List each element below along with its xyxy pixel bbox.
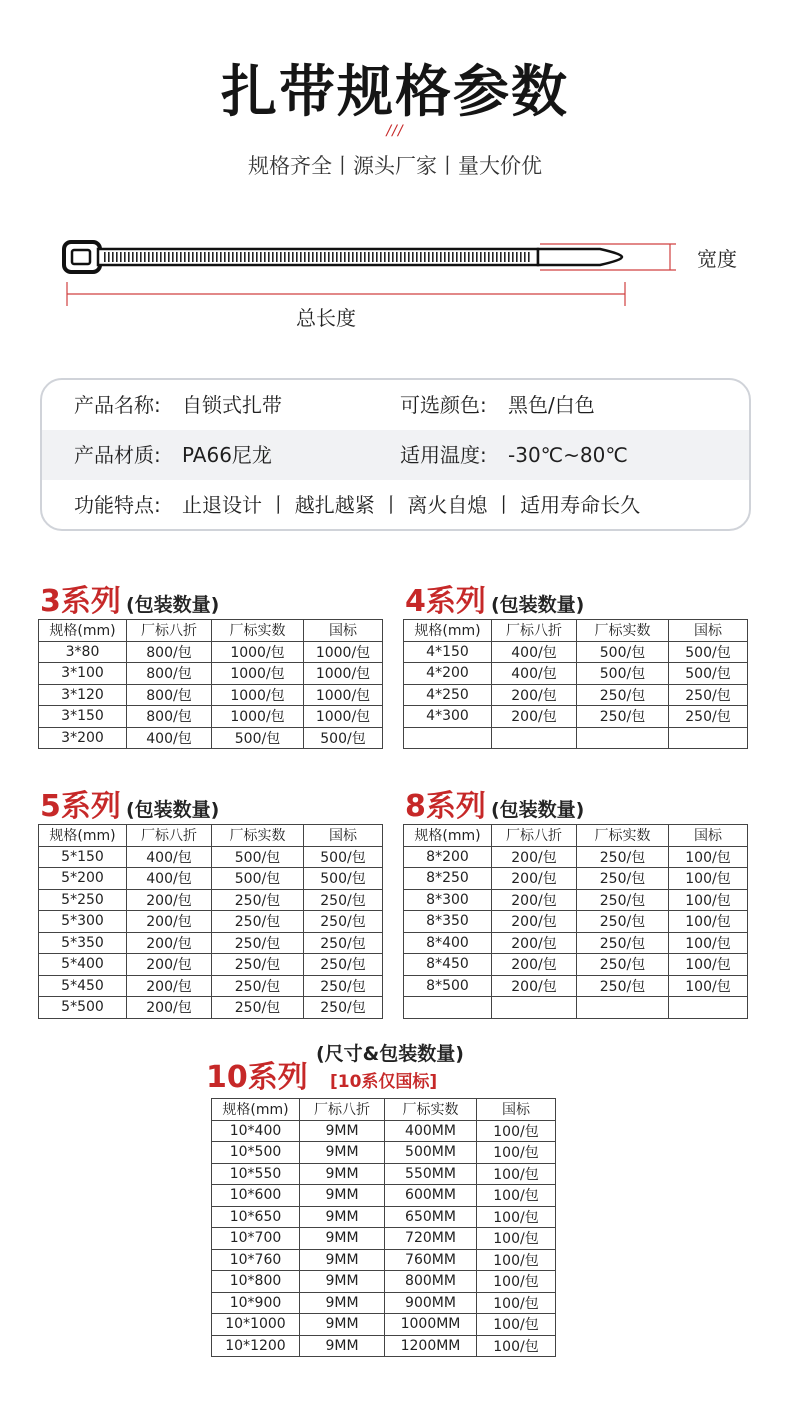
table-cell: 100/包 bbox=[669, 975, 748, 997]
table-cell: 100/包 bbox=[477, 1185, 556, 1207]
column-header: 国标 bbox=[477, 1099, 556, 1121]
table-cell bbox=[404, 727, 492, 749]
table-cell: 5*250 bbox=[39, 889, 127, 911]
table-cell: 10*1200 bbox=[212, 1335, 300, 1357]
table-cell: 200/包 bbox=[127, 975, 212, 997]
table-cell: 200/包 bbox=[127, 997, 212, 1019]
table-cell: 9MM bbox=[300, 1185, 385, 1207]
table-row bbox=[39, 846, 383, 868]
table-row bbox=[212, 1185, 556, 1207]
table-cell: 200/包 bbox=[492, 684, 577, 706]
table-cell: 500/包 bbox=[212, 868, 304, 890]
column-header: 国标 bbox=[304, 825, 383, 847]
series8-heading bbox=[405, 781, 584, 825]
series5-heading bbox=[40, 781, 219, 825]
table-cell: 800MM bbox=[385, 1271, 477, 1293]
table-cell: 4*250 bbox=[404, 684, 492, 706]
table-cell: 250/包 bbox=[212, 911, 304, 933]
table-row bbox=[39, 997, 383, 1019]
column-header: 厂标实数 bbox=[385, 1099, 477, 1121]
table-row bbox=[404, 846, 748, 868]
table-cell: 250/包 bbox=[304, 954, 383, 976]
column-header: 规格(mm) bbox=[39, 825, 127, 847]
table-cell: 250/包 bbox=[669, 706, 748, 728]
table-cell: 100/包 bbox=[669, 954, 748, 976]
table-cell: 200/包 bbox=[492, 975, 577, 997]
width-label: 宽度 bbox=[697, 247, 737, 271]
column-header: 规格(mm) bbox=[212, 1099, 300, 1121]
table-cell: 400/包 bbox=[127, 727, 212, 749]
table-cell: 500/包 bbox=[577, 641, 669, 663]
table-cell: 9MM bbox=[300, 1142, 385, 1164]
spec-row-name-color bbox=[42, 380, 749, 430]
table-cell: 250/包 bbox=[577, 911, 669, 933]
table-cell: 250/包 bbox=[577, 706, 669, 728]
table-cell: 1000/包 bbox=[212, 684, 304, 706]
table-cell: 9MM bbox=[300, 1120, 385, 1142]
series10-table bbox=[211, 1098, 556, 1357]
table-row bbox=[404, 868, 748, 890]
table-cell: 250/包 bbox=[212, 997, 304, 1019]
table-cell: 100/包 bbox=[477, 1142, 556, 1164]
table-cell: 8*400 bbox=[404, 932, 492, 954]
table-cell: 9MM bbox=[300, 1206, 385, 1228]
table-cell: 200/包 bbox=[492, 706, 577, 728]
table-cell: 500/包 bbox=[304, 727, 383, 749]
table-cell: 500MM bbox=[385, 1142, 477, 1164]
length-label: 总长度 bbox=[296, 306, 356, 330]
table-cell: 10*500 bbox=[212, 1142, 300, 1164]
table-cell: 650MM bbox=[385, 1206, 477, 1228]
table-cell: 100/包 bbox=[669, 889, 748, 911]
table-cell: 9MM bbox=[300, 1163, 385, 1185]
table-cell: 5*350 bbox=[39, 932, 127, 954]
table-cell: 400/包 bbox=[492, 663, 577, 685]
table-row bbox=[212, 1120, 556, 1142]
table-row bbox=[212, 1292, 556, 1314]
table-cell: 9MM bbox=[300, 1335, 385, 1357]
table-row bbox=[39, 868, 383, 890]
table-cell: 100/包 bbox=[477, 1335, 556, 1357]
table-row bbox=[39, 641, 383, 663]
table-cell: 8*350 bbox=[404, 911, 492, 933]
product-name-label: 产品名称: bbox=[74, 393, 161, 417]
column-header: 厂标实数 bbox=[577, 620, 669, 642]
table-cell: 200/包 bbox=[127, 889, 212, 911]
table-cell: 1000/包 bbox=[212, 706, 304, 728]
table-cell: 200/包 bbox=[492, 868, 577, 890]
series8-title: 8系列 bbox=[405, 789, 486, 824]
spec-row-material-temp bbox=[42, 430, 749, 480]
table-row bbox=[404, 954, 748, 976]
table-cell: 600MM bbox=[385, 1185, 477, 1207]
table-cell: 10*550 bbox=[212, 1163, 300, 1185]
table-cell: 1000/包 bbox=[304, 684, 383, 706]
series4-heading bbox=[405, 576, 584, 620]
features-value: 止退设计 丨 越扎越紧 丨 离火自熄 丨 适用寿命长久 bbox=[182, 493, 641, 517]
table-header-row bbox=[39, 825, 383, 847]
features-label: 功能特点: bbox=[74, 493, 161, 517]
column-header: 厂标八折 bbox=[127, 620, 212, 642]
table-cell bbox=[492, 997, 577, 1019]
table-row bbox=[404, 889, 748, 911]
table-cell: 10*800 bbox=[212, 1271, 300, 1293]
column-header: 国标 bbox=[669, 825, 748, 847]
material-label: 产品材质: bbox=[74, 443, 161, 467]
table-row bbox=[39, 975, 383, 997]
column-header: 厂标实数 bbox=[212, 620, 304, 642]
table-cell: 800/包 bbox=[127, 663, 212, 685]
series4-title: 4系列 bbox=[405, 584, 486, 619]
series10-note-wrap bbox=[330, 1067, 437, 1092]
table-cell: 8*300 bbox=[404, 889, 492, 911]
series10-note: [10系仅国标] bbox=[330, 1072, 438, 1092]
series5-subtitle: (包装数量) bbox=[125, 799, 220, 821]
table-row bbox=[212, 1142, 556, 1164]
page-title: 扎带规格参数 bbox=[221, 60, 569, 125]
table-cell: 100/包 bbox=[477, 1120, 556, 1142]
product-specs-panel bbox=[40, 378, 751, 531]
table-cell: 400/包 bbox=[127, 868, 212, 890]
table-cell: 250/包 bbox=[577, 932, 669, 954]
series3-heading bbox=[40, 576, 219, 620]
table-cell: 800/包 bbox=[127, 706, 212, 728]
series4-subtitle: (包装数量) bbox=[490, 594, 585, 616]
table-cell: 1000MM bbox=[385, 1314, 477, 1336]
series5-title: 5系列 bbox=[40, 789, 121, 824]
table-cell: 800/包 bbox=[127, 641, 212, 663]
table-cell: 250/包 bbox=[304, 889, 383, 911]
temperature-label: 适用温度: bbox=[400, 443, 487, 467]
table-cell: 10*600 bbox=[212, 1185, 300, 1207]
table-cell: 10*900 bbox=[212, 1292, 300, 1314]
table-cell: 200/包 bbox=[127, 954, 212, 976]
table-cell: 250/包 bbox=[212, 932, 304, 954]
table-cell: 1000/包 bbox=[304, 663, 383, 685]
series4-table bbox=[403, 619, 748, 749]
decorative-slash-mark: /// bbox=[386, 123, 404, 139]
table-row bbox=[404, 641, 748, 663]
series8-table bbox=[403, 824, 748, 1019]
table-row bbox=[404, 663, 748, 685]
table-cell: 250/包 bbox=[304, 932, 383, 954]
table-cell: 8*250 bbox=[404, 868, 492, 890]
table-row bbox=[404, 911, 748, 933]
table-row bbox=[39, 663, 383, 685]
table-cell: 720MM bbox=[385, 1228, 477, 1250]
table-cell: 100/包 bbox=[477, 1314, 556, 1336]
table-cell: 1200MM bbox=[385, 1335, 477, 1357]
table-cell: 5*200 bbox=[39, 868, 127, 890]
table-cell bbox=[492, 727, 577, 749]
table-row bbox=[39, 727, 383, 749]
table-cell: 8*200 bbox=[404, 846, 492, 868]
table-cell: 250/包 bbox=[577, 975, 669, 997]
table-cell: 500/包 bbox=[669, 641, 748, 663]
column-header: 厂标实数 bbox=[212, 825, 304, 847]
series5-table bbox=[38, 824, 383, 1019]
table-cell: 250/包 bbox=[577, 954, 669, 976]
table-row bbox=[404, 727, 748, 749]
table-cell: 250/包 bbox=[577, 846, 669, 868]
series3-subtitle: (包装数量) bbox=[125, 594, 220, 616]
series10-title: 10系列 bbox=[206, 1060, 308, 1095]
table-cell: 100/包 bbox=[669, 868, 748, 890]
table-cell: 5*450 bbox=[39, 975, 127, 997]
product-name-value: 自锁式扎带 bbox=[182, 393, 282, 417]
table-row bbox=[212, 1335, 556, 1357]
table-header-row bbox=[404, 620, 748, 642]
table-row bbox=[212, 1271, 556, 1293]
table-cell: 3*80 bbox=[39, 641, 127, 663]
table-cell: 3*200 bbox=[39, 727, 127, 749]
column-header: 国标 bbox=[669, 620, 748, 642]
table-cell: 9MM bbox=[300, 1314, 385, 1336]
table-cell: 100/包 bbox=[477, 1271, 556, 1293]
table-cell: 100/包 bbox=[669, 846, 748, 868]
temperature-value: -30℃~80℃ bbox=[508, 443, 628, 467]
table-row bbox=[404, 706, 748, 728]
table-cell: 250/包 bbox=[577, 889, 669, 911]
color-label: 可选颜色: bbox=[400, 393, 487, 417]
column-header: 规格(mm) bbox=[404, 620, 492, 642]
table-cell: 250/包 bbox=[304, 997, 383, 1019]
table-cell: 500/包 bbox=[577, 663, 669, 685]
table-row bbox=[404, 975, 748, 997]
table-row bbox=[404, 997, 748, 1019]
table-cell: 250/包 bbox=[577, 868, 669, 890]
table-cell: 900MM bbox=[385, 1292, 477, 1314]
table-cell: 10*400 bbox=[212, 1120, 300, 1142]
table-cell: 3*120 bbox=[39, 684, 127, 706]
table-cell: 4*200 bbox=[404, 663, 492, 685]
table-cell: 100/包 bbox=[669, 911, 748, 933]
table-row bbox=[404, 932, 748, 954]
table-cell: 500/包 bbox=[212, 846, 304, 868]
column-header: 厂标八折 bbox=[492, 825, 577, 847]
cable-tie-diagram bbox=[0, 230, 790, 340]
table-cell: 5*300 bbox=[39, 911, 127, 933]
column-header: 厂标八折 bbox=[127, 825, 212, 847]
table-cell: 200/包 bbox=[492, 954, 577, 976]
table-cell: 100/包 bbox=[477, 1249, 556, 1271]
color-value: 黑色/白色 bbox=[508, 393, 595, 417]
table-row bbox=[212, 1314, 556, 1336]
table-cell: 5*500 bbox=[39, 997, 127, 1019]
table-cell: 200/包 bbox=[492, 932, 577, 954]
table-cell: 5*400 bbox=[39, 954, 127, 976]
table-row bbox=[39, 954, 383, 976]
column-header: 厂标八折 bbox=[300, 1099, 385, 1121]
table-cell: 9MM bbox=[300, 1228, 385, 1250]
table-cell: 100/包 bbox=[477, 1228, 556, 1250]
table-cell: 100/包 bbox=[477, 1206, 556, 1228]
table-cell: 250/包 bbox=[212, 975, 304, 997]
table-cell bbox=[577, 727, 669, 749]
table-row bbox=[212, 1228, 556, 1250]
page-subtitle: 规格齐全丨源头厂家丨量大价优 bbox=[248, 154, 542, 178]
table-cell: 8*450 bbox=[404, 954, 492, 976]
table-cell: 250/包 bbox=[304, 911, 383, 933]
table-row bbox=[212, 1206, 556, 1228]
table-cell bbox=[577, 997, 669, 1019]
table-cell: 5*150 bbox=[39, 846, 127, 868]
table-header-row bbox=[39, 620, 383, 642]
table-cell: 10*760 bbox=[212, 1249, 300, 1271]
table-cell: 10*700 bbox=[212, 1228, 300, 1250]
table-cell: 200/包 bbox=[492, 846, 577, 868]
table-cell: 760MM bbox=[385, 1249, 477, 1271]
table-cell: 500/包 bbox=[304, 868, 383, 890]
series10-title-wrap bbox=[206, 1052, 308, 1096]
table-cell: 9MM bbox=[300, 1292, 385, 1314]
table-cell: 800/包 bbox=[127, 684, 212, 706]
column-header: 规格(mm) bbox=[404, 825, 492, 847]
table-cell bbox=[669, 727, 748, 749]
table-cell: 9MM bbox=[300, 1271, 385, 1293]
table-header-row bbox=[212, 1099, 556, 1121]
material-value: PA66尼龙 bbox=[182, 443, 272, 467]
table-cell: 400/包 bbox=[127, 846, 212, 868]
table-cell: 250/包 bbox=[304, 975, 383, 997]
series10-subtitle: (尺寸&包装数量) bbox=[316, 1043, 464, 1065]
table-cell: 1000/包 bbox=[304, 641, 383, 663]
table-cell: 3*100 bbox=[39, 663, 127, 685]
table-cell: 250/包 bbox=[669, 684, 748, 706]
series8-subtitle: (包装数量) bbox=[490, 799, 585, 821]
table-cell: 200/包 bbox=[492, 889, 577, 911]
column-header: 规格(mm) bbox=[39, 620, 127, 642]
table-cell: 1000/包 bbox=[304, 706, 383, 728]
table-cell: 3*150 bbox=[39, 706, 127, 728]
table-cell: 200/包 bbox=[492, 911, 577, 933]
table-cell bbox=[404, 997, 492, 1019]
table-cell: 4*150 bbox=[404, 641, 492, 663]
column-header: 厂标实数 bbox=[577, 825, 669, 847]
table-cell: 200/包 bbox=[127, 932, 212, 954]
table-row bbox=[212, 1163, 556, 1185]
table-cell: 500/包 bbox=[212, 727, 304, 749]
table-cell: 500/包 bbox=[669, 663, 748, 685]
table-cell: 1000/包 bbox=[212, 663, 304, 685]
table-cell: 250/包 bbox=[212, 889, 304, 911]
series10-subtitle-wrap bbox=[316, 1039, 464, 1066]
table-cell: 100/包 bbox=[669, 932, 748, 954]
table-cell: 500/包 bbox=[304, 846, 383, 868]
table-cell: 4*300 bbox=[404, 706, 492, 728]
table-cell: 100/包 bbox=[477, 1292, 556, 1314]
table-cell: 100/包 bbox=[477, 1163, 556, 1185]
table-cell: 250/包 bbox=[212, 954, 304, 976]
table-cell: 250/包 bbox=[577, 684, 669, 706]
column-header: 国标 bbox=[304, 620, 383, 642]
table-cell: 9MM bbox=[300, 1249, 385, 1271]
table-row bbox=[39, 706, 383, 728]
table-row bbox=[39, 889, 383, 911]
table-cell: 10*1000 bbox=[212, 1314, 300, 1336]
table-row bbox=[404, 684, 748, 706]
table-header-row bbox=[404, 825, 748, 847]
table-cell: 400MM bbox=[385, 1120, 477, 1142]
table-cell bbox=[669, 997, 748, 1019]
table-row bbox=[212, 1249, 556, 1271]
cable-tie-illustration bbox=[0, 230, 790, 340]
table-cell: 200/包 bbox=[127, 911, 212, 933]
table-row bbox=[39, 684, 383, 706]
table-row bbox=[39, 911, 383, 933]
column-header: 厂标八折 bbox=[492, 620, 577, 642]
table-cell: 1000/包 bbox=[212, 641, 304, 663]
table-row bbox=[39, 932, 383, 954]
spec-row-features bbox=[42, 480, 749, 530]
table-cell: 550MM bbox=[385, 1163, 477, 1185]
series3-title: 3系列 bbox=[40, 584, 121, 619]
table-cell: 400/包 bbox=[492, 641, 577, 663]
series3-table bbox=[38, 619, 383, 749]
table-cell: 10*650 bbox=[212, 1206, 300, 1228]
table-cell: 8*500 bbox=[404, 975, 492, 997]
